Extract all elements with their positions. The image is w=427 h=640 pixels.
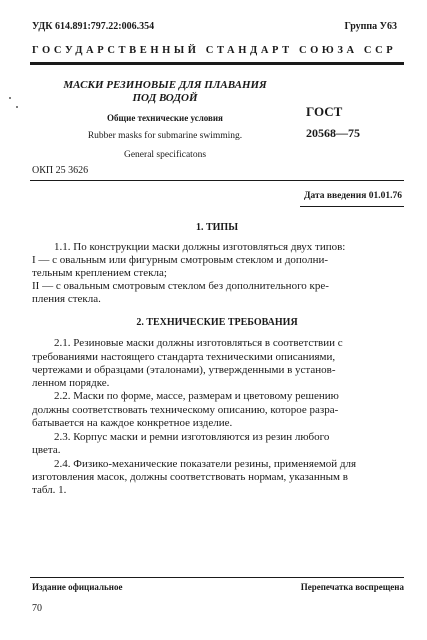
paragraph-2-3-line2: цвета. (32, 444, 61, 456)
paragraph-2-4: 2.4. Физико-механические показатели резины, применяемой для (54, 458, 357, 470)
paragraph-2-1-line2: требованиями настоящего стандарта техническими описаниями, (32, 351, 336, 363)
standard-title: ГОСУДАРСТВЕННЫЙ СТАНДАРТ СОЮЗА ССР (32, 45, 397, 56)
document-subtitle: Общие технические условия (107, 113, 223, 123)
document-title-block (40, 79, 290, 161)
paragraph-1-1-line3: тельным креплением стекла; (32, 267, 167, 279)
english-title-line1: Rubber masks for submarine swimming. (87, 131, 243, 141)
paragraph-1-1-line2: I — с овальным или фигурным смотровым стеклом и дополни- (32, 254, 329, 266)
reprint-note: Перепечатка воспрещена (300, 582, 404, 592)
date-rule (300, 206, 404, 207)
paragraph-2-2-line2: должны соответствовать техническому описанию, которое разра- (32, 404, 339, 416)
section-2-title: 2. ТЕХНИЧЕСКИЕ ТРЕБОВАНИЯ (136, 317, 298, 328)
paragraph-2-1: 2.1. Резиновые маски должны изготовляться в соответствии с (54, 337, 343, 349)
gost-number: 20568—75 (306, 126, 360, 140)
edition-note: Издание официальное (32, 582, 123, 592)
paragraph-2-1-line4: ленном порядке. (32, 377, 110, 389)
document-title-line1: МАСКИ РЕЗИНОВЫЕ ДЛЯ ПЛАВАНИЯ (63, 79, 267, 91)
gost-label: ГОСТ (306, 104, 343, 119)
paragraph-2-2-line3: батывается на каждое конкретное изделие. (32, 417, 233, 429)
paragraph-1-1-line5: пления стекла. (32, 293, 101, 305)
english-title-line2: General specificatons (123, 150, 207, 160)
footer-rule (30, 577, 404, 578)
page-number: 70 (32, 603, 42, 614)
paragraph-2-1-line3: чертежами и образцами (эталонами), утвержденными в установ- (32, 364, 336, 376)
udk-code: УДК 614.891:797.22:006.354 (32, 21, 155, 32)
paragraph-2-2: 2.2. Маски по форме, массе, размерам и цветовому решению (54, 390, 339, 402)
effective-date: Дата введения 01.01.76 (303, 191, 402, 201)
gost-designation (306, 104, 406, 141)
okp-rule (30, 180, 404, 181)
scan-speck (16, 106, 18, 108)
paragraph-1-1: 1.1. По конструкции маски должны изготовляться двух типов: (54, 241, 346, 253)
document-title-line2: ПОД ВОДОЙ (132, 92, 198, 104)
paragraph-2-3: 2.3. Корпус маски и ремни изготовляются из резин любого (54, 431, 330, 443)
paragraph-2-4-line2: изготовления масок, должны соответствовать нормам, указанным в (32, 471, 348, 483)
group-code: Группа У63 (344, 21, 397, 32)
header-rule (30, 62, 404, 65)
paragraph-2-4-line3: табл. 1. (32, 484, 67, 496)
paragraph-1-1-line4: II — с овальным смотровым стеклом без дополнительного кре- (32, 280, 329, 292)
okp-code: ОКП 25 3626 (32, 165, 89, 176)
scan-speck (9, 97, 11, 99)
section-1-title: 1. ТИПЫ (195, 222, 239, 233)
